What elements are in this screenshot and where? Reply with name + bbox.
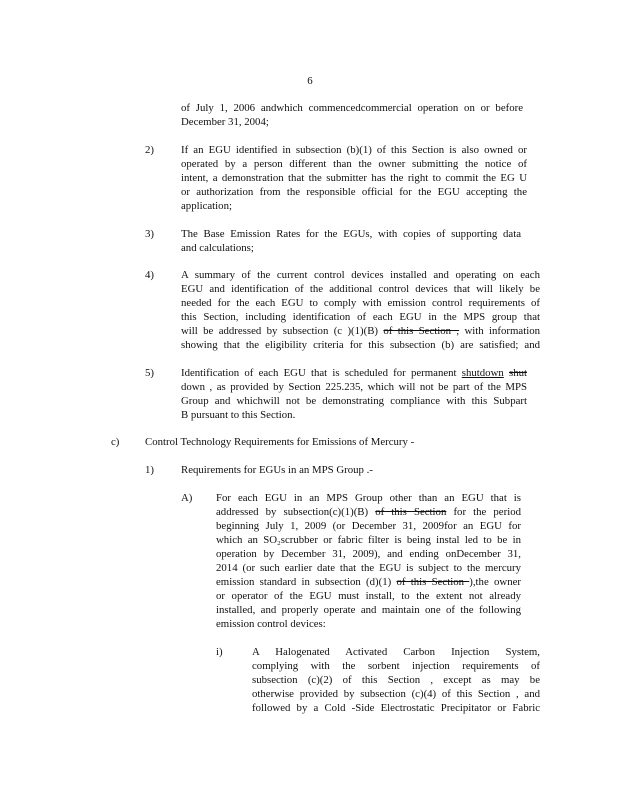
item-5-label: 5) [145, 367, 154, 379]
text-line: or authorization from the responsible official for the EGU accepting the [181, 186, 527, 198]
item-2-label: 2) [145, 144, 154, 156]
subsection-1-label: 1) [145, 464, 154, 476]
item-4-text [181, 268, 540, 352]
text-line: needed for the each EGU to comply with emission control requirements of [181, 297, 540, 309]
text-line: or operator of the EGU must install, to the extent not already [216, 590, 521, 602]
struck-text: shut [509, 367, 527, 379]
text-line: application; [181, 200, 232, 212]
text-line: If an EGU identified in subsection (b)(1) of this Section is also owned or [181, 144, 527, 156]
text-run: Identification of each EGU that is scheduled for permanent [181, 367, 462, 379]
text-line [216, 575, 521, 589]
text-line: December 31, 2004; [181, 116, 269, 128]
text-run: for the period [446, 506, 521, 518]
text-line [216, 505, 521, 519]
text-line: A Halogenated Activated Carbon Injection System, [252, 646, 540, 658]
text-line: EGU and identification of the additional control devices that will likely be [181, 283, 540, 295]
item-i-text [252, 645, 540, 715]
text-line: operation by December 31, 2009), and ending onDecember 31, [216, 548, 521, 560]
item-2-text [181, 143, 527, 213]
text-line: B pursuant to this Section. [181, 409, 296, 421]
text-run: will be addressed by subsection (c )(1)(B) [181, 325, 384, 337]
item-A-label: A) [181, 492, 193, 504]
text-line: A summary of the current control devices installed and operating on each [181, 269, 540, 281]
text-line: emission control devices: [216, 618, 326, 630]
subsection-1-title: Requirements for EGUs in an MPS Group .- [181, 464, 373, 476]
text-line [181, 366, 527, 380]
struck-text: of this Section [375, 506, 447, 518]
struck-text: of this Section [396, 576, 470, 588]
text-line: which an SO₂scrubber or fabric filter is being instal led to be in [216, 534, 521, 546]
text-line: Group and whichwill not be demonstrating compliance with this Subpart [181, 395, 527, 407]
text-line: complying with the sorbent injection requirements of [252, 660, 540, 672]
text-line: of July 1, 2006 andwhich commencedcommercial operation on or before [181, 102, 523, 114]
text-line: The Base Emission Rates for the EGUs, with copies of supporting data [181, 228, 521, 240]
text-line: subsection (c)(2) of this Section , except as may be [252, 674, 540, 686]
text-line: followed by a Cold -Side Electrostatic Precipitator or Fabric [252, 702, 540, 714]
inserted-text: shutdown [461, 367, 504, 379]
text-line: otherwise provided by subsection (c)(4) of this Section , and [252, 688, 540, 700]
item-5-text [181, 366, 527, 422]
text-line: 2014 (or such earlier date that the EGU is subject to the mercury [216, 562, 521, 574]
item-3-text [181, 227, 521, 255]
item-A-text [216, 491, 521, 631]
text-line: showing that the eligibility criteria for this subsection (b) are satisfied; and [181, 339, 540, 351]
item-i-label: i) [216, 646, 223, 658]
continuation-paragraph [181, 101, 523, 129]
item-3-label: 3) [145, 228, 154, 240]
text-line: operated by a person different than the owner submitting the notice of [181, 158, 527, 170]
text-run: ),the owner [469, 576, 522, 588]
text-run: emission standard in subsection (d)(1) [216, 576, 397, 588]
text-line: intent, a demonstration that the submitter has the right to commit the EG U [181, 172, 527, 184]
text-line [181, 324, 540, 338]
text-line: and calculations; [181, 242, 254, 254]
text-run: addressed by subsection(c)(1)(B) [216, 506, 376, 518]
page-number: 6 [307, 75, 313, 87]
section-c-title: Control Technology Requirements for Emissions of Mercury - [145, 436, 415, 448]
text-line: down , as provided by Section 225.235, which will not be part of the MPS [181, 381, 527, 393]
text-line: beginning July 1, 2009 (or December 31, 2009for an EGU for [216, 520, 521, 532]
item-4-label: 4) [145, 269, 154, 281]
struck-text: of this Section , [383, 325, 460, 337]
text-line: this Section, including identification of each EGU in the MPS group that [181, 311, 540, 323]
text-run: with information [459, 325, 540, 337]
section-c-label: c) [111, 436, 120, 448]
text-line: installed, and properly operate and maintain one of the following [216, 604, 521, 616]
text-line: For each EGU in an MPS Group other than an EGU that is [216, 492, 521, 504]
